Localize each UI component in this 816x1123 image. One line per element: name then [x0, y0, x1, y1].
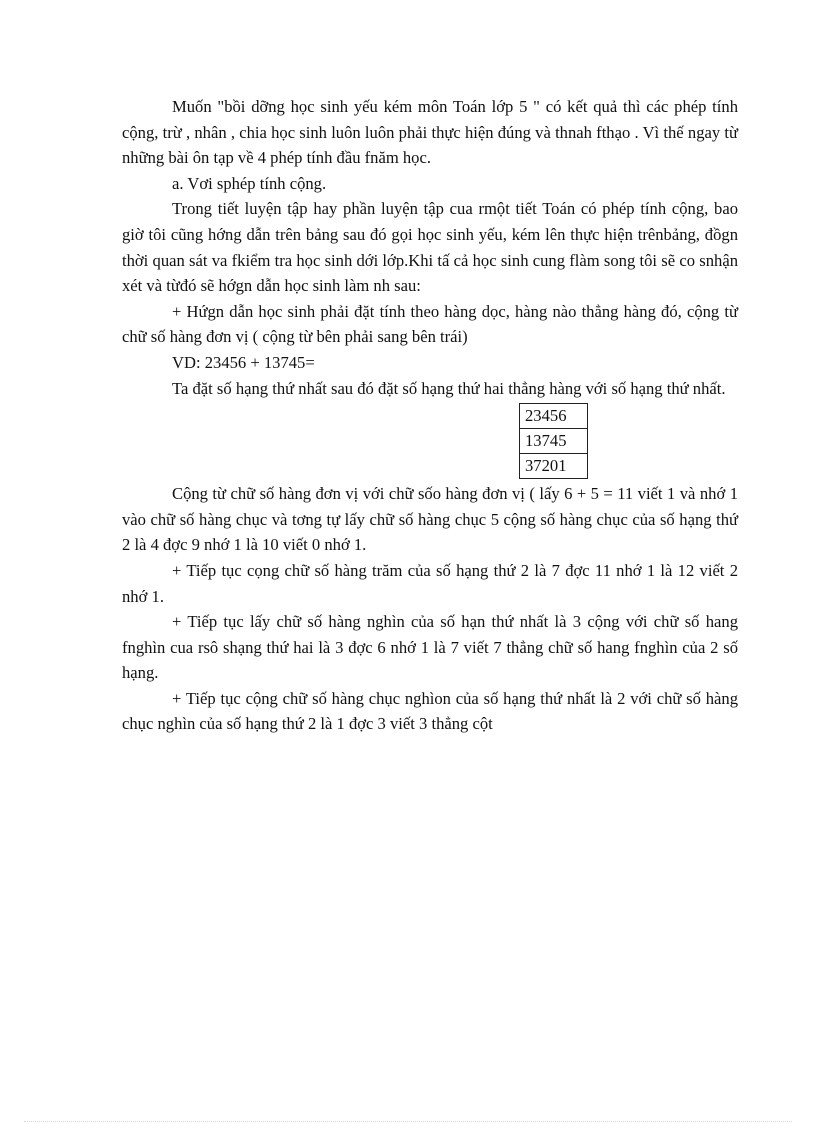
page-bottom-divider: [24, 1121, 792, 1122]
sum-result: 37201: [520, 454, 588, 479]
addend-second: 13745: [520, 429, 588, 454]
document-page: [122, 94, 738, 737]
table-row: [520, 404, 588, 429]
units-step-paragraph: Cộng từ chữ số hàng đơn vị với chữ sốo hàng đơn vị ( lấy 6 + 5 = 11 viết 1 và nhớ 1 vào chữ số hàng chục và tơng tự lấy chữ số hàng chục 5 cộng số hàng chục của số hạng thứ 2 là 4 đợc 9 nhớ 1 là 10 viết 0 nhớ 1.: [122, 484, 738, 555]
table-row: [520, 454, 588, 479]
intro-paragraph: Muốn "bồi dỡng học sinh yếu kém môn Toán lớp 5 " có kết quả thì các phép tính cộng, trừ , nhân , chia học sinh luôn luôn phải thực hiện đúng và thnah fthạo . Vì thế ngay từ những bài ôn tạp về 4 phép tính đầu fnăm học.: [122, 97, 738, 168]
addend-first: 23456: [520, 404, 588, 429]
instruction-paragraph: + Hứgn dẫn học sinh phải đặt tính theo hàng dọc, hàng nào thẳng hàng đó, cộng từ chữ số hàng đơn vị ( cộng từ bên phải sang bên trái): [122, 301, 738, 347]
placement-paragraph: Ta đặt số hạng thứ nhất sau đó đặt số hạng thứ hai thẳng hàng với số hạng thứ nhất.: [172, 378, 726, 398]
addition-table: [519, 403, 588, 479]
example-line: VD: 23456 + 13745=: [172, 352, 315, 372]
ten-thousands-step-paragraph: + Tiếp tục cộng chữ số hàng chục nghìon của số hạng thứ nhất là 2 với chữ số hàng chục nghìn của số hạng thứ 2 là 1 đợc 3 viết 3 thẳng cột: [122, 688, 738, 734]
practice-paragraph: Trong tiết luyện tập hay phần luyện tập cua rmột tiết Toán có phép tính cộng, bao giờ tôi cũng hớng dẫn trên bảng sau đó gọi học sinh yếu, kém lên thực hiện trênbảng, đồgn thời quan sát va fkiểm tra học sinh dới lớp.Khi tấ cả học sinh cung flàm song tôi sẽ co snhận xét và từđó sẽ hớgn dẫn học sinh làm nh sau:: [122, 199, 738, 296]
section-heading-addition: a. Vơi sphép tính cộng.: [172, 173, 327, 193]
hundreds-step-paragraph: + Tiếp tục cọng chữ số hàng trăm của số hạng thứ 2 là 7 đợc 11 nhớ 1 là 12 viết 2 nhớ 1.: [122, 560, 738, 606]
thousands-step-paragraph: + Tiếp tục lấy chữ số hàng nghìn của số hạn thứ nhất là 3 cộng với chữ số hang fnghìn cua rsô shạng thứ hai là 3 đợc 6 nhớ 1 là 7 viết 7 thẳng chữ số hang fnghìn của 2 số hạng.: [122, 612, 738, 683]
table-row: [520, 429, 588, 454]
